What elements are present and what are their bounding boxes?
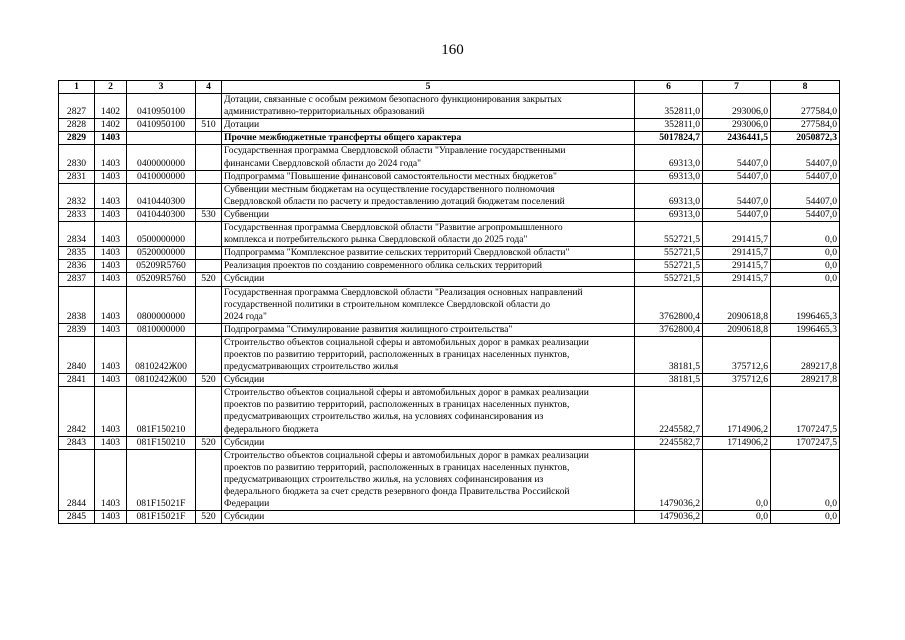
item-name-line: Подпрограмма "Повышение финансовой самостоятельности местных бюджетов" (224, 170, 557, 182)
amount-year-3: 54407,0 (771, 170, 840, 183)
row-number: 2829 (59, 132, 95, 145)
section-code: 1403 (95, 323, 127, 336)
section-code: 1403 (95, 170, 127, 183)
target-code: 05209R5760 (127, 273, 196, 286)
table-row (59, 336, 840, 373)
amount-year-1: 69313,0 (635, 208, 703, 221)
table-header-row (59, 81, 840, 94)
item-name (222, 260, 635, 273)
section-code: 1403 (95, 145, 127, 170)
item-name (222, 323, 635, 336)
row-number: 2837 (59, 273, 95, 286)
table-row (59, 511, 840, 524)
section-code: 1403 (95, 336, 127, 373)
expense-type-code (196, 323, 222, 336)
item-name-line: Федерации (224, 498, 270, 510)
expense-type-code: 530 (196, 208, 222, 221)
row-number: 2844 (59, 449, 95, 510)
item-name-line: проектов по развитию территорий, расположенных в границах населенных пунктов, (224, 399, 570, 411)
item-name (222, 387, 635, 436)
table-row (59, 260, 840, 273)
row-number: 2835 (59, 247, 95, 260)
section-code: 1403 (95, 183, 127, 208)
item-name (222, 449, 635, 510)
section-code: 1403 (95, 260, 127, 273)
item-name (222, 94, 635, 119)
expense-type-code: 510 (196, 119, 222, 132)
target-code: 05209R5760 (127, 260, 196, 273)
item-name (222, 132, 635, 145)
target-code: 0810242Ж00 (127, 336, 196, 373)
expense-type-code: 520 (196, 511, 222, 524)
amount-year-2: 0,0 (703, 449, 771, 510)
expense-type-code (196, 145, 222, 170)
section-code: 1403 (95, 436, 127, 449)
amount-year-2: 291415,7 (703, 247, 771, 260)
item-name-line: предусматривающих строительство жилья, на условиях софинансирования из (224, 411, 544, 423)
item-name-line: Строительство объектов социальной сферы и автомобильных дорог в рамках реализации (224, 387, 589, 399)
section-code: 1403 (95, 387, 127, 436)
amount-year-3: 1996465,3 (771, 286, 840, 323)
item-name-line: Реализация проектов по созданию современного облика сельских территорий (224, 260, 542, 272)
row-number: 2843 (59, 436, 95, 449)
col-header-8: 8 (771, 81, 840, 94)
expense-type-code (196, 336, 222, 373)
target-code: 0410000000 (127, 170, 196, 183)
target-code: 0810000000 (127, 323, 196, 336)
budget-table (58, 80, 840, 524)
amount-year-1: 552721,5 (635, 222, 703, 247)
item-name-line: Прочие межбюджетные трансферты общего характера (224, 132, 462, 144)
amount-year-1: 2245582,7 (635, 387, 703, 436)
table-row (59, 273, 840, 286)
target-code: 0520000000 (127, 247, 196, 260)
table-row (59, 387, 840, 436)
amount-year-3: 289217,8 (771, 336, 840, 373)
amount-year-1: 3762800,4 (635, 286, 703, 323)
item-name-line: Дотации, связанные с особым режимом безопасного функционирования закрытых (224, 94, 562, 106)
col-header-7: 7 (703, 81, 771, 94)
item-name-line: федерального бюджета (224, 423, 319, 435)
target-code: 0410440300 (127, 208, 196, 221)
expense-type-code (196, 247, 222, 260)
row-number: 2830 (59, 145, 95, 170)
item-name (222, 286, 635, 323)
item-name-line: Свердловской области по расчету и предоставлению дотаций бюджетам поселений (224, 195, 565, 207)
table-row (59, 374, 840, 387)
item-name-line: Субсидии (224, 374, 265, 386)
item-name-line: предусматривающих строительство жилья, на условиях софинансирования из (224, 473, 544, 485)
table-row (59, 436, 840, 449)
target-code: 0400000000 (127, 145, 196, 170)
col-header-3: 3 (127, 81, 196, 94)
item-name-line: Субсидии (224, 436, 265, 448)
expense-type-code: 520 (196, 273, 222, 286)
amount-year-1: 69313,0 (635, 145, 703, 170)
amount-year-3: 289217,8 (771, 374, 840, 387)
row-number: 2841 (59, 374, 95, 387)
target-code: 0410950100 (127, 94, 196, 119)
amount-year-1: 552721,5 (635, 273, 703, 286)
row-number: 2845 (59, 511, 95, 524)
amount-year-1: 38181,5 (635, 374, 703, 387)
row-number: 2840 (59, 336, 95, 373)
row-number: 2838 (59, 286, 95, 323)
amount-year-2: 54407,0 (703, 183, 771, 208)
row-number: 2832 (59, 183, 95, 208)
expense-type-code (196, 170, 222, 183)
item-name (222, 436, 635, 449)
amount-year-2: 291415,7 (703, 222, 771, 247)
amount-year-3: 1996465,3 (771, 323, 840, 336)
amount-year-2: 2436441,5 (703, 132, 771, 145)
item-name-line: Субвенции (224, 208, 269, 220)
expense-type-code (196, 222, 222, 247)
target-code: 0410950100 (127, 119, 196, 132)
amount-year-3: 1707247,5 (771, 436, 840, 449)
amount-year-3: 0,0 (771, 222, 840, 247)
amount-year-3: 54407,0 (771, 145, 840, 170)
item-name (222, 208, 635, 221)
table-row (59, 208, 840, 221)
item-name-line: Подпрограмма "Комплексное развитие сельских территорий Свердловской области" (224, 247, 570, 259)
amount-year-3: 277584,0 (771, 119, 840, 132)
amount-year-2: 291415,7 (703, 260, 771, 273)
item-name (222, 336, 635, 373)
expense-type-code (196, 132, 222, 145)
amount-year-1: 5017824,7 (635, 132, 703, 145)
amount-year-3: 277584,0 (771, 94, 840, 119)
amount-year-1: 69313,0 (635, 183, 703, 208)
amount-year-2: 54407,0 (703, 170, 771, 183)
row-number: 2831 (59, 170, 95, 183)
section-code: 1403 (95, 374, 127, 387)
table-row (59, 94, 840, 119)
item-name (222, 145, 635, 170)
item-name-line: Субсидии (224, 273, 265, 285)
target-code: 0800000000 (127, 286, 196, 323)
item-name-line: федерального бюджета за счет средств резервного фонда Правительства Российской (224, 486, 570, 497)
item-name-line: Строительство объектов социальной сферы и автомобильных дорог в рамках реализации (224, 449, 589, 461)
item-name-line: 2024 года" (224, 310, 267, 322)
section-code: 1402 (95, 94, 127, 119)
item-name-line: проектов по развитию территорий, расположенных в границах населенных пунктов, (224, 461, 570, 473)
expense-type-code (196, 286, 222, 323)
item-name-line: государственной политики в строительном комплексе Свердловской области до (224, 298, 551, 310)
amount-year-2: 293006,0 (703, 94, 771, 119)
item-name (222, 273, 635, 286)
col-header-1: 1 (59, 81, 95, 94)
amount-year-3: 0,0 (771, 511, 840, 524)
amount-year-3: 2050872,3 (771, 132, 840, 145)
amount-year-2: 54407,0 (703, 208, 771, 221)
amount-year-1: 552721,5 (635, 247, 703, 260)
amount-year-1: 1479036,2 (635, 449, 703, 510)
table-row (59, 222, 840, 247)
item-name (222, 374, 635, 387)
row-number: 2839 (59, 323, 95, 336)
item-name-line: Государственная программа Свердловской области "Реализация основных направлений (224, 286, 583, 298)
expense-type-code (196, 94, 222, 119)
col-header-4: 4 (196, 81, 222, 94)
section-code: 1403 (95, 511, 127, 524)
amount-year-2: 0,0 (703, 511, 771, 524)
page-number: 160 (441, 42, 464, 58)
target-code: 0810242Ж00 (127, 374, 196, 387)
table-row (59, 449, 840, 510)
item-name-line: Государственная программа Свердловской области "Развитие агропромышленного (224, 222, 563, 234)
amount-year-2: 2090618,8 (703, 286, 771, 323)
item-name-line: финансами Свердловской области до 2024 года" (224, 157, 422, 169)
target-code: 081F150210 (127, 387, 196, 436)
amount-year-3: 0,0 (771, 260, 840, 273)
item-name-line: Строительство объектов социальной сферы и автомобильных дорог в рамках реализации (224, 336, 589, 348)
item-name-line: Субвенции местным бюджетам на осуществление государственного полномочия (224, 183, 555, 195)
target-code: 0410440300 (127, 183, 196, 208)
amount-year-3: 0,0 (771, 247, 840, 260)
target-code (127, 132, 196, 145)
table-row (59, 132, 840, 145)
item-name (222, 119, 635, 132)
item-name-line: административно-территориальных образований (224, 106, 425, 118)
amount-year-2: 2090618,8 (703, 323, 771, 336)
item-name-line: комплекса и потребительского рынка Свердловской области до 2025 года" (224, 234, 528, 246)
expense-type-code (196, 449, 222, 510)
expense-type-code: 520 (196, 436, 222, 449)
section-code: 1403 (95, 273, 127, 286)
table-row (59, 119, 840, 132)
item-name (222, 511, 635, 524)
row-number: 2833 (59, 208, 95, 221)
section-code: 1403 (95, 132, 127, 145)
item-name (222, 170, 635, 183)
row-number: 2842 (59, 387, 95, 436)
item-name (222, 222, 635, 247)
target-code: 081F150210 (127, 436, 196, 449)
expense-type-code (196, 260, 222, 273)
section-code: 1403 (95, 247, 127, 260)
amount-year-3: 54407,0 (771, 183, 840, 208)
table-row (59, 286, 840, 323)
amount-year-1: 1479036,2 (635, 511, 703, 524)
expense-type-code (196, 387, 222, 436)
table-body (59, 94, 840, 524)
row-number: 2828 (59, 119, 95, 132)
item-name (222, 247, 635, 260)
target-code: 081F15021F (127, 449, 196, 510)
amount-year-2: 375712,6 (703, 374, 771, 387)
expense-type-code: 520 (196, 374, 222, 387)
amount-year-3: 0,0 (771, 449, 840, 510)
table-row (59, 323, 840, 336)
amount-year-1: 38181,5 (635, 336, 703, 373)
row-number: 2827 (59, 94, 95, 119)
amount-year-2: 293006,0 (703, 119, 771, 132)
amount-year-2: 1714906,2 (703, 387, 771, 436)
table-row (59, 170, 840, 183)
row-number: 2836 (59, 260, 95, 273)
table-row (59, 247, 840, 260)
amount-year-3: 1707247,5 (771, 387, 840, 436)
item-name-line: Государственная программа Свердловской области "Управление государственными (224, 145, 566, 157)
amount-year-1: 352811,0 (635, 94, 703, 119)
expense-type-code (196, 183, 222, 208)
section-code: 1403 (95, 222, 127, 247)
amount-year-2: 291415,7 (703, 273, 771, 286)
amount-year-1: 552721,5 (635, 260, 703, 273)
amount-year-3: 54407,0 (771, 208, 840, 221)
item-name-line: Подпрограмма "Стимулирование развития жилищного строительства" (224, 323, 513, 335)
col-header-5: 5 (222, 81, 635, 94)
section-code: 1403 (95, 286, 127, 323)
section-code: 1402 (95, 119, 127, 132)
amount-year-2: 1714906,2 (703, 436, 771, 449)
col-header-6: 6 (635, 81, 703, 94)
item-name (222, 183, 635, 208)
target-code: 081F15021F (127, 511, 196, 524)
target-code: 0500000000 (127, 222, 196, 247)
amount-year-1: 352811,0 (635, 119, 703, 132)
table-row (59, 183, 840, 208)
row-number: 2834 (59, 222, 95, 247)
amount-year-2: 375712,6 (703, 336, 771, 373)
amount-year-1: 3762800,4 (635, 323, 703, 336)
table-row (59, 145, 840, 170)
item-name-line: предусматривающих строительство жилья (224, 361, 399, 373)
amount-year-3: 0,0 (771, 273, 840, 286)
col-header-2: 2 (95, 81, 127, 94)
section-code: 1403 (95, 208, 127, 221)
amount-year-2: 54407,0 (703, 145, 771, 170)
amount-year-1: 69313,0 (635, 170, 703, 183)
section-code: 1403 (95, 449, 127, 510)
amount-year-1: 2245582,7 (635, 436, 703, 449)
item-name-line: Дотации (224, 119, 260, 131)
item-name-line: Субсидии (224, 511, 265, 523)
item-name-line: проектов по развитию территорий, расположенных в границах населенных пунктов, (224, 348, 570, 360)
